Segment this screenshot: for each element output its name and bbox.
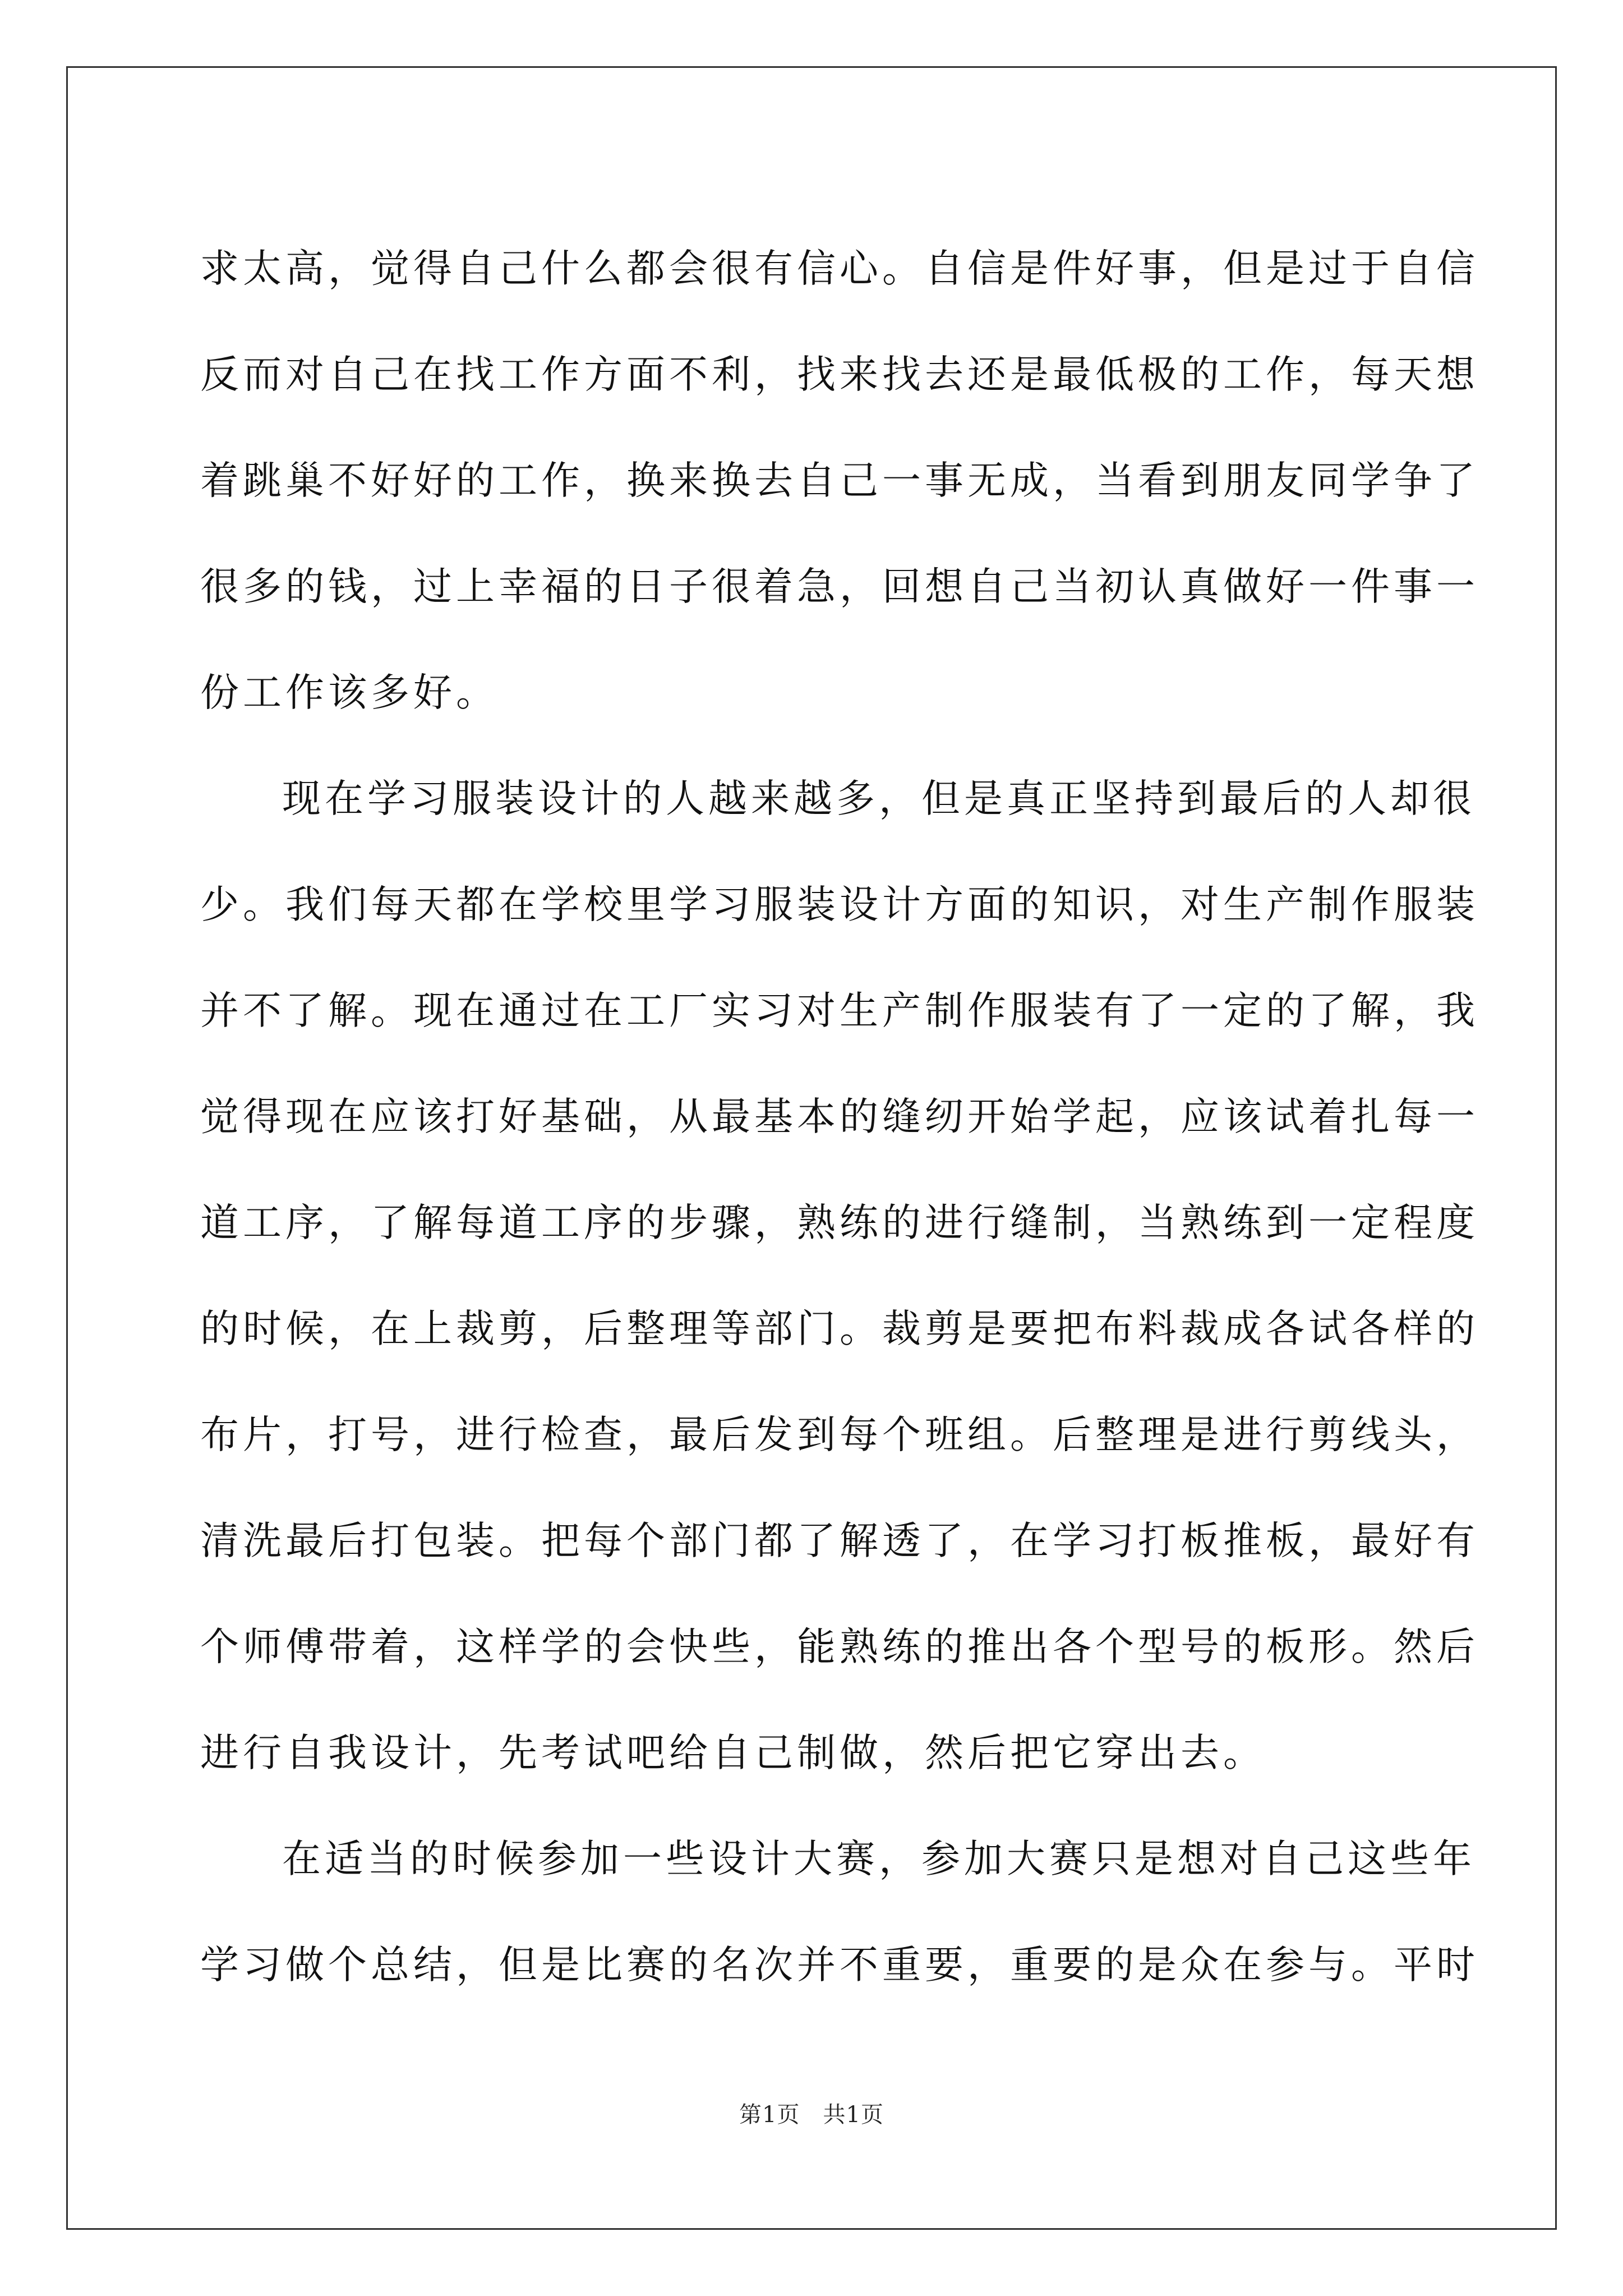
text-line: 进行自我设计，先考试吧给自己制做，然后把它穿出去。 [200, 1731, 1266, 1775]
text-line: 觉得现在应该打好基础，从最基本的缝纫开始学起，应该试着扎每一 [200, 1094, 1479, 1139]
text-line: 反而对自己在找工作方面不利，找来找去还是最低极的工作，每天想 [200, 352, 1479, 397]
page-footer: 第1页 共1页 [739, 2102, 884, 2128]
text-line: 的时候，在上裁剪，后整理等部门。裁剪是要把布料裁成各试各样的 [200, 1306, 1479, 1351]
text-line: 在适当的时候参加一些设计大赛，参加大赛只是想对自己这些年 [282, 1837, 1476, 1881]
text-line: 布片，打号，进行检查，最后发到每个班组。后整理是进行剪线头， [200, 1412, 1479, 1457]
text-line: 少。我们每天都在学校里学习服装设计方面的知识，对生产制作服装 [200, 882, 1479, 927]
body-text [200, 216, 1479, 2018]
text-line: 并不了解。现在通过在工厂实习对生产制作服装有了一定的了解，我 [200, 988, 1479, 1033]
text-line: 现在学习服装设计的人越来越多，但是真正坚持到最后的人却很 [282, 776, 1476, 821]
text-line: 求太高，觉得自己什么都会很有信心。自信是件好事，但是过于自信 [200, 246, 1479, 291]
text-line: 道工序，了解每道工序的步骤，熟练的进行缝制，当熟练到一定程度 [200, 1200, 1479, 1245]
text-line: 学习做个总结，但是比赛的名次并不重要，重要的是众在参与。平时 [200, 1943, 1479, 1987]
text-line: 很多的钱，过上幸福的日子很着急，回想自己当初认真做好一件事一 [200, 564, 1479, 609]
text-line: 个师傅带着，这样学的会快些，能熟练的推出各个型号的板形。然后 [200, 1625, 1479, 1669]
text-line: 清洗最后打包装。把每个部门都了解透了，在学习打板推板，最好有 [200, 1519, 1479, 1563]
text-line: 着跳巢不好好的工作，换来换去自己一事无成，当看到朋友同学争了 [200, 458, 1479, 503]
text-line: 份工作该多好。 [200, 670, 499, 715]
